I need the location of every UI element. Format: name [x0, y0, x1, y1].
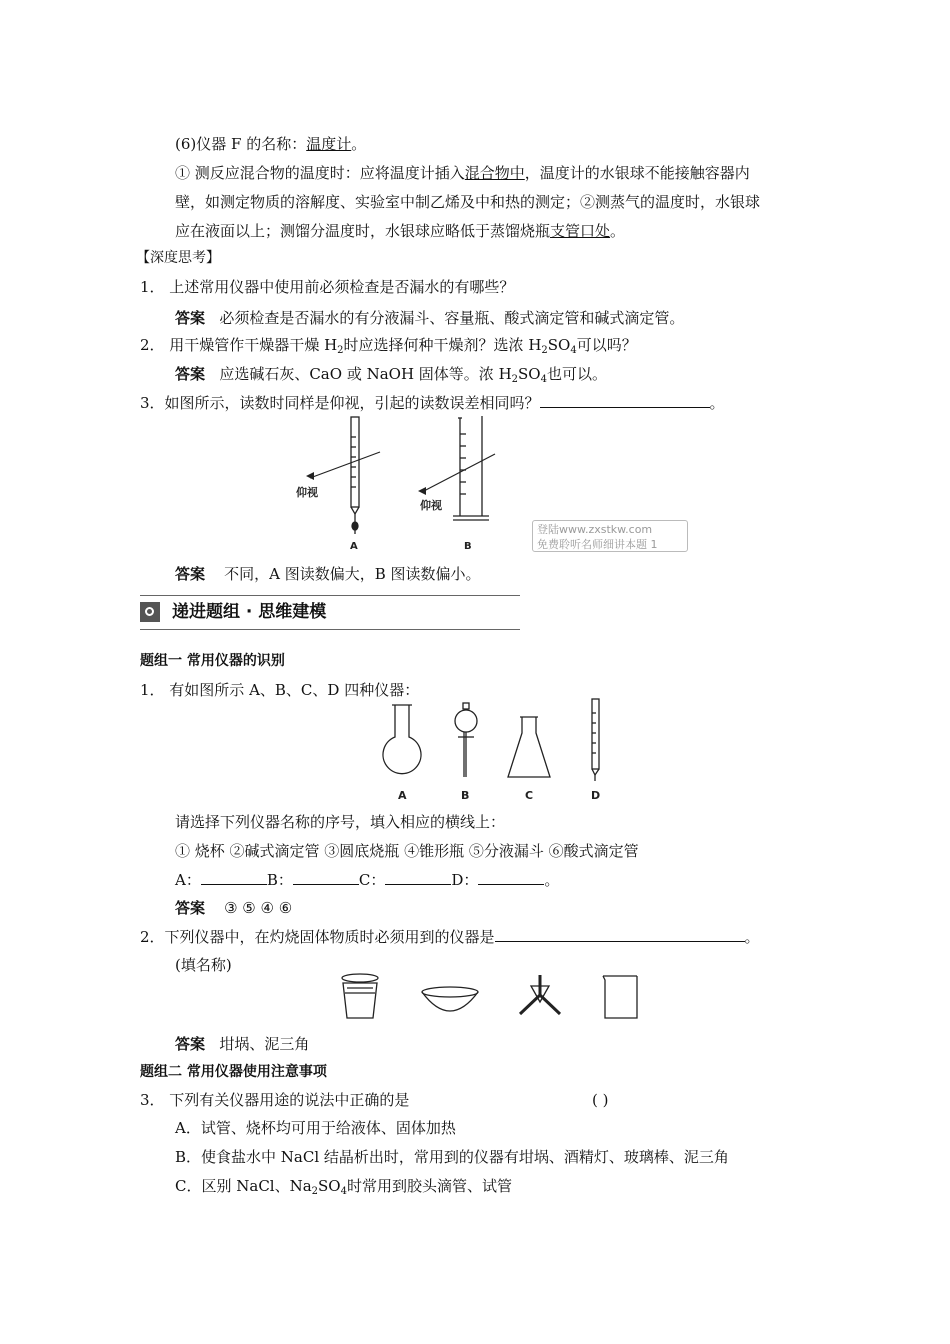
banner-top-rule	[140, 595, 520, 596]
deep-a3-text: 不同，A 图读数偏大，B 图读数偏小。	[224, 565, 481, 583]
group1-instr: 请选择下列仪器名称的序号，填入相应的横线上：	[175, 813, 506, 831]
p6-line1	[175, 163, 750, 183]
deep-header: 【深度思考】	[136, 250, 220, 266]
heating-instruments-figure	[335, 970, 645, 1030]
deep-a2sub2: 4	[540, 374, 547, 385]
group1-answer2-text: 坩埚、泥三角	[219, 1035, 310, 1053]
group2-q3: 3． 下列有关仪器用途的说法中正确的是	[140, 1091, 410, 1109]
deep-q2sub: 2	[337, 345, 344, 356]
group2-optB: B．使食盐水中 NaCl 结晶析出时，常用到的仪器有坩埚、酒精灯、玻璃棒、泥三角	[175, 1148, 729, 1166]
deep-q3-end: 。	[709, 394, 725, 412]
fig-label-a: A	[350, 541, 358, 552]
group1-q2-text: 2．下列仪器中，在灼烧固体物质时必须用到的仪器是	[140, 928, 495, 946]
p6-l1a: ① 测反应混合物的温度时：应将温度计插入	[175, 164, 465, 182]
conical-flask-icon	[508, 717, 550, 777]
answer-label: 答案	[175, 565, 206, 583]
optC-a: C．区别 NaCl、Na	[175, 1177, 312, 1195]
answer-label: 答案	[175, 365, 206, 383]
p6-line2: 壁，如测定物质的溶解度、实验室中制乙烯及中和热的测定；②测蒸气的温度时，水银球	[175, 193, 761, 211]
blank-label-b: B：	[266, 871, 293, 889]
optC-b: SO	[318, 1177, 341, 1195]
group1-q2-end: 。	[744, 928, 760, 946]
p6-l3a: 应在液面以上；测馏分温度时，水银球应略低于蒸馏烧瓶	[175, 222, 551, 240]
eye-icon	[418, 487, 426, 495]
group1-q2-note: (填名称)	[175, 956, 232, 974]
blank-end: 。	[544, 871, 560, 889]
p6-end: 。	[351, 135, 367, 153]
crucible-icon	[342, 974, 378, 1018]
blank-label-c: C：	[358, 871, 386, 889]
burette-a-icon	[351, 417, 359, 534]
answer-label: 答案	[175, 309, 206, 327]
group1-q1: 1． 有如图所示 A、B、C、D 四种仪器：	[140, 681, 420, 699]
watermark-line1: 登陆www.zxstkw.com	[537, 523, 653, 536]
answer-label: 答案	[175, 1035, 206, 1053]
deep-q2sub2: 2	[541, 345, 548, 356]
group1-title: 题组一 常用仪器的识别	[140, 653, 285, 669]
instrument-label-c: C	[525, 789, 534, 802]
blank-label-d: D：	[451, 871, 479, 889]
p6-l1u: 混合物中	[464, 164, 525, 182]
separatory-funnel-icon	[455, 703, 477, 777]
burette-icon	[592, 699, 599, 781]
group1-answer-text: ③ ⑤ ④ ⑥	[224, 899, 293, 917]
optC-sub2: 4	[340, 1186, 347, 1197]
group1-blanks	[175, 870, 559, 890]
p6-l1b: ，温度计的水银球不能接触容器内	[524, 164, 750, 182]
watermark-stamp	[532, 520, 688, 552]
deep-q3-text: 3．如图所示，读数时同样是仰视，引起的读数误差相同吗？	[140, 394, 540, 412]
optC-c: 时常用到胶头滴管、试管	[346, 1177, 512, 1195]
group2-q3-paren[interactable]: ( )	[592, 1091, 609, 1109]
deep-a3	[175, 564, 481, 584]
graduated-cylinder-icon	[453, 416, 489, 520]
p6-l3u: 支管口处	[550, 222, 611, 240]
group1-options: ① 烧杯 ②碱式滴定管 ③圆底烧瓶 ④锥形瓶 ⑤分液漏斗 ⑥酸式滴定管	[175, 842, 639, 860]
watermark-line2: 免费聆听名师细讲本题 1	[537, 538, 658, 551]
p6-line0	[175, 134, 366, 154]
instrument-label-d: D	[591, 789, 601, 802]
banner-bottom-rule	[140, 629, 520, 630]
deep-q2b: 时应选择何种干燥剂？选浓 H	[343, 336, 542, 354]
group1-q2	[140, 927, 760, 947]
p6-line3	[175, 221, 625, 241]
instrument-label-a: A	[398, 789, 407, 802]
group1-answer	[175, 898, 292, 918]
banner-title: 递进题组 · 思维建模	[172, 602, 327, 622]
deep-q2sub3: 4	[570, 345, 577, 356]
magnifier-icon	[140, 602, 160, 622]
deep-a2sub: 2	[511, 374, 519, 385]
answer-blank-d[interactable]	[478, 870, 544, 885]
answer-blank[interactable]	[540, 393, 710, 408]
deep-q3	[140, 393, 725, 413]
answer-blank-a[interactable]	[201, 870, 267, 885]
fig-label-view-a: 仰视	[296, 486, 318, 499]
deep-q2c: SO	[547, 336, 571, 354]
deep-a1-text: 必须检查是否漏水的有分液漏斗、容量瓶、酸式滴定管和碱式滴定管。	[219, 309, 685, 327]
evaporating-dish-icon	[422, 987, 478, 1011]
blank-label-a: A：	[175, 871, 201, 889]
deep-a1	[175, 308, 684, 328]
group1-answer2	[175, 1034, 309, 1054]
round-bottom-flask-icon	[383, 705, 421, 774]
answer-blank[interactable]	[495, 927, 745, 942]
p6-l3b: 。	[610, 222, 626, 240]
instrument-label-b: B	[461, 789, 470, 802]
p6-answer: 温度计	[306, 135, 352, 153]
answer-blank-b[interactable]	[293, 870, 359, 885]
optC-sub: 2	[311, 1186, 319, 1197]
deep-a2a: 应选碱石灰、CaO 或 NaOH 固体等。浓 H	[219, 365, 512, 383]
group2-optA: A．试管、烧杯均可用于给液体、固体加热	[175, 1119, 456, 1137]
fig-label-view-b: 仰视	[420, 499, 442, 512]
reading-figure	[290, 412, 530, 561]
fig-label-b: B	[464, 541, 472, 552]
eye-icon	[306, 472, 314, 480]
deep-a2c: 也可以。	[546, 365, 607, 383]
section-banner	[140, 597, 520, 627]
deep-a2	[175, 364, 607, 390]
answer-label: 答案	[175, 899, 206, 917]
deep-q2a: 2． 用干燥管作干燥器干燥 H	[140, 336, 338, 354]
clay-triangle-icon	[520, 975, 560, 1014]
deep-q2	[140, 335, 637, 361]
group2-title: 题组二 常用仪器使用注意事项	[140, 1064, 327, 1080]
deep-q2d: 可以吗？	[576, 336, 637, 354]
group2-optC	[175, 1176, 512, 1202]
instruments-figure	[370, 695, 620, 811]
answer-blank-c[interactable]	[385, 870, 451, 885]
beaker-icon	[603, 976, 637, 1018]
deep-a2b: SO	[518, 365, 541, 383]
p6-prefix: (6)仪器 F 的名称：	[175, 135, 307, 153]
deep-q1: 1． 上述常用仪器中使用前必须检查是否漏水的有哪些？	[140, 278, 515, 296]
